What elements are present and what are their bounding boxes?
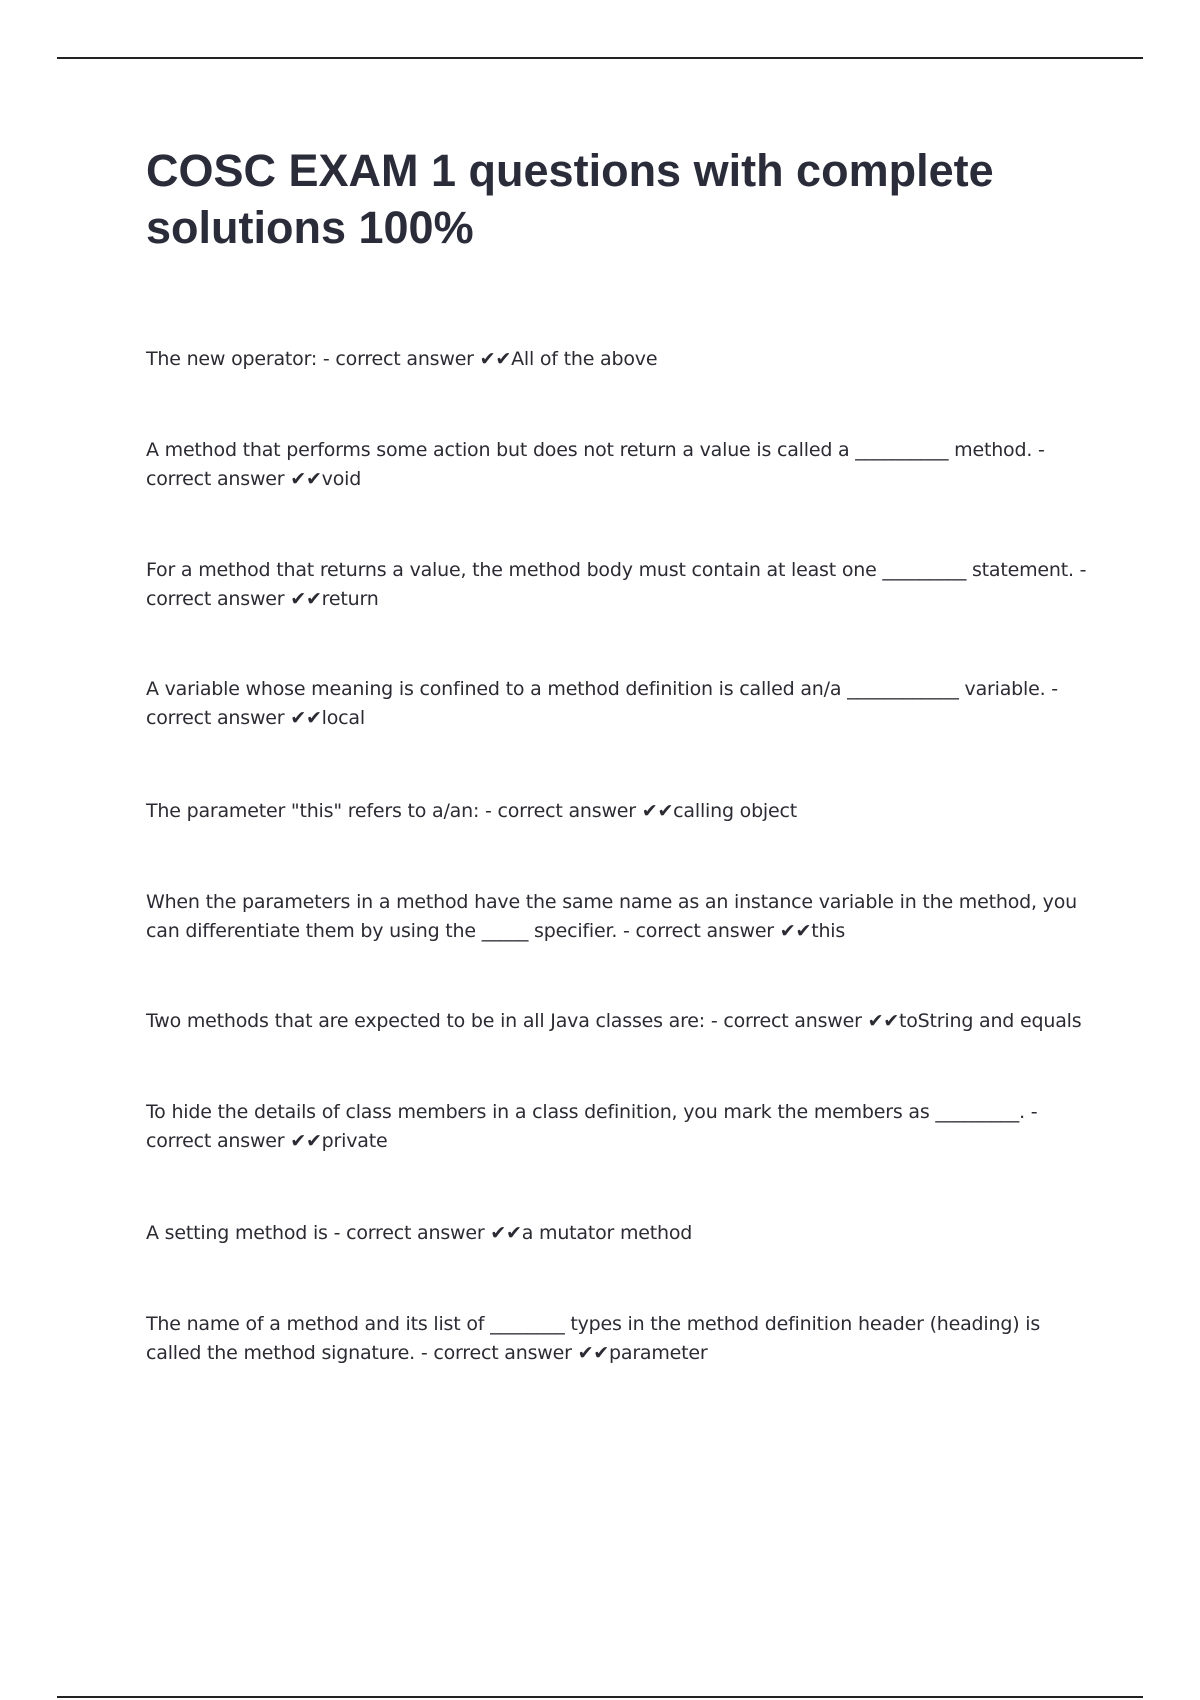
qa-item-5: The parameter "this" refers to a/an: - correct answer ✔✔calling object	[146, 800, 797, 822]
qa-item-3: For a method that returns a value, the method body must contain at least one _________ statement. - correct answer ✔✔return	[146, 559, 1087, 610]
qa-item-9: A setting method is - correct answer ✔✔a mutator method	[146, 1222, 693, 1244]
qa-item-8: To hide the details of class members in a class definition, you mark the members as _________. - correct answer ✔✔private	[146, 1101, 1038, 1152]
qa-item-10: The name of a method and its list of ________ types in the method definition header (heading) is called the method signature. - correct answer ✔✔parameter	[146, 1313, 1041, 1364]
qa-item-1: The new operator: - correct answer ✔✔All of the above	[146, 348, 658, 370]
top-rule	[57, 57, 1143, 59]
qa-item-7: Two methods that are expected to be in all Java classes are: - correct answer ✔✔toString and equals	[146, 1010, 1082, 1032]
qa-item-6: When the parameters in a method have the same name as an instance variable in the method, you can differentiate them by using the _____ specifier. - correct answer ✔✔this	[146, 891, 1077, 942]
qa-item-2: A method that performs some action but does not return a value is called a __________ method. - correct answer ✔✔void	[146, 439, 1045, 490]
qa-item-4: A variable whose meaning is confined to a method definition is called an/a ____________ variable. - correct answer ✔✔local	[146, 678, 1058, 729]
bottom-rule	[57, 1696, 1143, 1698]
document-title: COSC EXAM 1 questions with complete solutions 100%	[146, 145, 994, 253]
